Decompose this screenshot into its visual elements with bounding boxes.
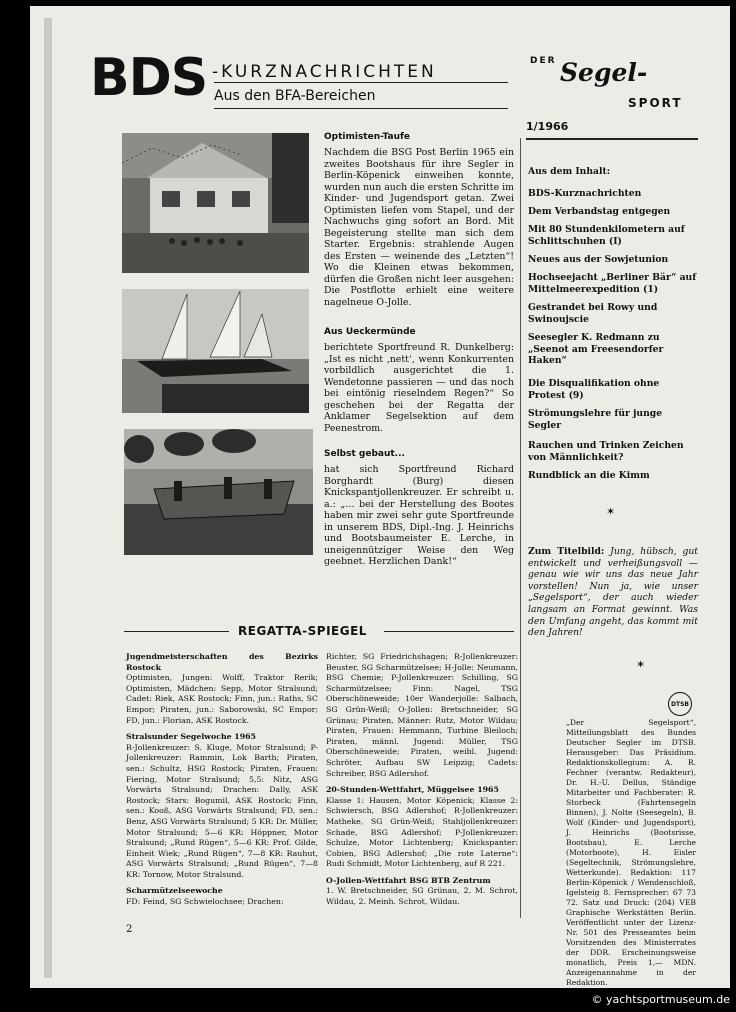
result-body: Optimisten, Jungen: Wolff, Traktor Rerik; Optimisten, Mädchen: Sepp, Motor Stralsund; Cadet: Riek, ASK Rostock; Finn, jun.: Raths, SC Empor; Piraten, jun.: Saborowski, SC Empor; FD, jun.: Florian, ASK Rostock. (126, 673, 318, 725)
star-ornament-icon: ✶ (606, 505, 616, 518)
header-rule-top (214, 82, 508, 83)
photo-selfbuilt-boat (124, 429, 313, 555)
titelbild-text: Jung, hübsch, gut entwickelt und verheißungsvoll — genau wie wir uns das neue Jahr vorstellen! Nun ja, wie unser „Segelsport“, der auch wieder langsam an Format gewinnt. Was den Umfang angeht, das kommt mit den Jahren! (528, 546, 698, 639)
toc-item: Hochseejacht „Berliner Bär“ auf Mittelmeerexpedition (1) (528, 272, 697, 295)
masthead-der: DER (530, 56, 557, 66)
result-heading: Stralsunder Segelwoche 1965 (126, 732, 256, 742)
photo-boathouse (122, 133, 309, 273)
article-body-selbstgebaut: hat sich Sportfreund Richard Borghardt (Burg) diesen Knickspantjollenkreuzer. Er schreibt u. a.: „... bei der Herstellung des Bootes haben mir zwei sehr gute Sportfreunde in unserem BDS, Dipl.-Ing. J. Heinrichs und Bootsbaumeister E. Lerche, in uneigennütziger Weise den Weg geebnet. Herzlichen Dank!“ (324, 464, 514, 567)
masthead-sport: SPORT (628, 96, 683, 110)
titelbild-note (528, 546, 698, 639)
toc-item: Rundblick an die Kimm (528, 470, 650, 481)
toc-item: Rauchen und Trinken Zeichen von Männlichkeit? (528, 440, 684, 463)
result-body: FD: Feind, SG Schwielochsee; Drachen: (126, 897, 284, 907)
page-number: 2 (126, 924, 133, 935)
regatta-column-1 (126, 652, 318, 914)
bds-logo: BDS (90, 48, 208, 108)
article-title-selbstgebaut: Selbst gebaut... (324, 449, 405, 459)
toc-item: Neues aus der Sowjetunion (528, 254, 669, 265)
article-title-optimisten: Optimisten-Taufe (324, 132, 411, 142)
toc-item: Seesegler K. Redmann zu „Seenot am Freesendorfer Haken“ (528, 332, 664, 366)
impressum: „Der Segelsport“, Mitteilungsblatt des Bundes Deutscher Segler im DTSB. Herausgeber: Das Präsidium. Redaktionskollegium: A. R. Fechner (verantw. Redakteur), Dr. H.-U. Dellus, Ständige Mitarbeiter und Fachberater: R. Storbeck (Fahrtensegeln Binnen), J. Nolte (Seesegeln), B. Wolf (Kinder- und Jugendsport), J. Heinrichs (Bootsrisse, Bootsbau), E. Lerche (Motorboote), H. Eisler (Segeltechnik, Strömungslehre, Wetterkunde). Redaktion: 117 Berlin-Köpenick / Wendenschloß, Igelsteig 8. Fernsprecher: 67 73 72. Satz und Druck: (204) VEB Graphische Werkstätten Berlin. Veröffentlicht unter der Lizenz-Nr. 501 des Presseamtes beim Vorsitzenden des Ministerrates der DDR. Erscheinungsweise monatlich, Preis 1,— MDN. Anzeigenannahme in der Redaktion. (566, 718, 696, 987)
toc-item: Die Disqualifikation ohne Protest (9) (528, 378, 660, 401)
result-heading: O-Jollen-Wettfahrt BSG BTB Zentrum (326, 875, 491, 885)
toc-item: Dem Verbandstag entgegen (528, 206, 671, 217)
star-ornament-icon: ✶ (636, 658, 646, 671)
toc-item: Gestrandet bei Rowy und Swinoujscie (528, 302, 658, 325)
masthead-segel: Segel- (560, 58, 648, 87)
result-body: Klasse 1: Hausen, Motor Köpenick; Klasse 2: Schwiersch, BSG Adlershof; R-Jollenkreuzer: Matheke, SG Grün-Weiß; Stahljollenkreuzer: Schade, BSG Adlershof; P-Jollenkreuzer: Schulze, Motor Lichtenberg; Knickspanter: Cobien, BSG Adlershof; „Die rote Laterne“: Rudi Schmidt, Motor Lichtenberg, auf R 221. (326, 795, 518, 869)
regatta-heading: REGATTA-SPIEGEL (238, 624, 367, 638)
header-rule-bottom (214, 108, 508, 109)
result-body: R-Jollenkreuzer: S. Kluge, Motor Stralsund; P-Jollenkreuzer: Rammin, Lok Barth; Piraten, sen.: Schultz, HSG Rostock; Piraten, Frauen: Fiering, Motor Stralsund; 5,5: Nitz, ASG Vorwärts Stralsund; Drachen: Dally, ASK Rostock; Stars: Bogumil, ASK Rostock; Finn, sen.: Kooß, ASG Vorwärts Stralsund; FD, sen.: Benz, ASG Vorwärts Stralsund; 5 KR: Dr. Müller, Motor Stralsund; 5—6 KR: Höppner, Motor Stralsund; „Rund Rügen“, 5—6 KR: Prof. Gilde, Einheit Wiek; „Rund Rügen“, 7—8 KR: Rauhut, ASG Vorwärts Stralsund; „Rund Rügen“, 7—8 KR: Tornow, Motor Stralsund. (126, 742, 318, 879)
toc-item: Mit 80 Stundenkilometern auf Schlittschuhen (I) (528, 224, 685, 247)
article-body-optimisten: Nachdem die BSG Post Berlin 1965 ein zweites Bootshaus für ihre Segler in Berlin-Köpenick einweihen konnte, wurden nun auch die ersten Schritte im Kinder- und Jugendsport getan. Zwei Optimisten liefen vom Stapel, und der Nachwuchs ging sofort an Bord. Mit Begeisterung stellte man sich dem Starter. Ergebnis: strahlende Augen des Ersten — weinende des „Letzten“! Wo die Kleinen etwas bekommen, dürfen die Großen nicht leer ausgehen: Die Postflotte erhielt eine weitere nagelneue O-Jolle. (324, 147, 514, 308)
kurznachrichten-title: -KURZNACHRICHTEN (212, 62, 437, 82)
toc-item: BDS-Kurznachrichten (528, 188, 642, 199)
titelbild-label: Zum Titelbild: (528, 546, 605, 557)
result-body: 1. W. Bretschneider, SG Grünau, 2. M. Schrot, Wildau, 2. Meinh. Schrot, Wildau. (326, 886, 518, 907)
photo-sailboats-regatta (122, 289, 309, 413)
bfa-subtitle: Aus den BFA-Bereichen (214, 88, 376, 104)
regatta-column-2 (326, 652, 518, 914)
article-body-ueckermuende: berichtete Sportfreund R. Dunkelberg: „Ist es nicht ‚nett‘, wenn Konkurrenten vorbildlich ausgerichtet die 1. Wendetonne passieren — und das noch bei eintönig rieselndem Regen?“ So geschehen bei der Regatta der Anklamer Segelsektion auf dem Peenestrom. (324, 342, 514, 434)
result-body: Richter, SG Friedrichshagen; R-Jollenkreuzer: Beuster, SG Scharmützelsee; H-Jolle: Neumann, BSG Chemie; P-Jollenkreuzer: Schilling, SG Scharmützelsee; Finn: Nagel, TSG Oberschöneweide; 10er Wanderjolle: Salbach, SG Grün-Weiß; O-Jollen: Bretschneider, SG Grünau; Piraten, Männer: Rutz, Motor Wildau; Piraten, Frauen: Hemmann, Turbine Bleiloch; Piraten, männl. Jugend: Müller, TSG Oberschöneweide; Piraten, weibl. Jugend: Schröter, Aufbau SW Leipzig; Cadets: Schreiber, BSG Adlershof. (326, 652, 518, 778)
dtsb-badge-icon: DTSB (668, 692, 692, 716)
result-heading: Scharmützelseewoche (126, 886, 223, 896)
page-edge (44, 18, 52, 978)
regatta-rule-right (384, 631, 514, 632)
masthead-rule (526, 138, 698, 140)
column-divider (520, 138, 521, 918)
article-title-ueckermuende: Aus Ueckermünde (324, 327, 416, 337)
issue-number: 1/1966 (526, 120, 569, 133)
toc-heading: Aus dem Inhalt: (528, 166, 611, 177)
regatta-rule-left (124, 631, 229, 632)
result-heading: Jugendmeisterschaften des Bezirks Rostock (126, 652, 318, 672)
result-heading: 20-Stunden-Wettfahrt, Müggelsee 1965 (326, 785, 499, 795)
toc-item: Strömungslehre für junge Segler (528, 408, 663, 431)
watermark: © yachtsportmuseum.de (591, 993, 730, 1006)
